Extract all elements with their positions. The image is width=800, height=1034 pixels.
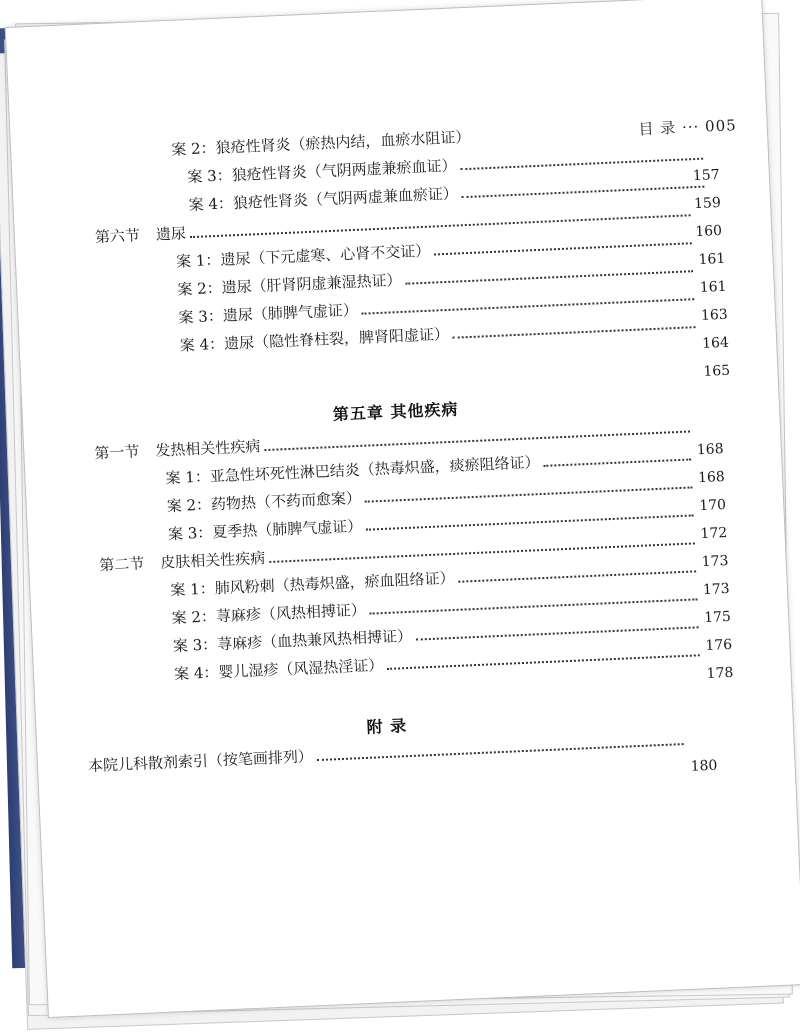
leader-dots	[366, 513, 693, 530]
chapter-heading: 第五章 其他疾病	[332, 399, 459, 425]
toc-entry-page: 159	[693, 194, 722, 213]
toc-entry-page: 164	[701, 334, 730, 352]
toc-entry-page: 165	[703, 362, 731, 380]
appendix-heading: 附 录	[366, 716, 408, 737]
leader-dots	[459, 569, 697, 582]
running-head-page: 005	[704, 116, 738, 136]
toc-entry-title: 案 1：肺风粉刺（热毒炽盛，瘀血阻络证）	[170, 568, 455, 600]
toc-entry-title: 案 3：荨麻疹（血热兼风热相搏证）	[172, 626, 413, 656]
section-label: 第二节	[98, 554, 145, 575]
toc-entry-title: 案 4：婴儿湿疹（风湿热淫证）	[173, 656, 384, 684]
toc-entry-title: 案 2：药物热（不药而愈案）	[166, 488, 362, 516]
leader-dots	[365, 485, 692, 502]
toc-entry-title: 案 4：狼疮性肾炎（气阴两虚兼血瘀证）	[188, 184, 459, 215]
leader-dots	[434, 241, 692, 255]
toc-entry-page: 175	[703, 608, 732, 627]
leader-dots	[370, 597, 697, 614]
toc-page	[5, 0, 800, 1018]
toc-entry-title: 案 2：荨麻疹（风热相搏证）	[171, 600, 367, 628]
running-head	[638, 114, 737, 139]
toc-entry-title: 本院儿科散剂索引（按笔画排列）	[87, 747, 314, 776]
toc-entry-page: 161	[699, 278, 727, 296]
toc-entry-page: 168	[697, 469, 726, 487]
leader-dots	[362, 297, 694, 315]
section-label: 第一节	[94, 442, 140, 463]
leader-dots	[453, 325, 696, 339]
toc-entry-page: 160	[694, 222, 723, 241]
toc-entry-title: 案 2：狼疮性肾炎（瘀热内结，血瘀水阻证）	[170, 127, 471, 159]
toc-entry-title: 案 3：夏季热（肺脾气虚证）	[167, 516, 363, 544]
toc-entry-page: 172	[700, 524, 728, 543]
section-label: 第六节	[94, 226, 141, 247]
leader-dots	[544, 457, 692, 466]
toc-entry-page: 168	[696, 441, 724, 459]
toc-entry-title: 案 4：遗尿（隐性脊柱裂，脾肾阳虚证）	[179, 324, 450, 355]
toc-entry-title: 案 1：亚急性坏死性淋巴结炎（热毒炽盛，痰瘀阻络证）	[165, 453, 540, 488]
leader-dots	[387, 653, 700, 670]
running-head-dots: ···	[681, 117, 700, 137]
leader-dots	[406, 269, 694, 285]
leader-dots	[317, 742, 684, 761]
running-head-label: 目 录	[638, 118, 677, 139]
toc-entry-page: 173	[702, 580, 731, 599]
leader-dots	[416, 625, 699, 640]
toc-entry-page: 180	[690, 757, 718, 775]
toc-entry-page: 161	[698, 250, 726, 268]
leader-dots	[461, 157, 704, 171]
toc-entry-page: 178	[706, 664, 734, 682]
section-title: 皮肤相关性疾病	[159, 549, 266, 572]
toc-entry-page: 176	[705, 636, 733, 655]
toc-entry-title: 案 3：狼疮性肾炎（气阴两虚兼瘀血证）	[187, 156, 457, 187]
toc-entry-title: 案 3：遗尿（肺脾气虚证）	[178, 300, 359, 327]
leader-dots	[462, 185, 705, 199]
section-title: 遗尿	[155, 224, 187, 244]
toc-entry-page: 163	[700, 306, 729, 324]
toc-entry-page: 157	[692, 166, 720, 185]
toc-entry-page: 173	[701, 552, 729, 571]
toc-entry-page: 170	[698, 497, 727, 515]
section-title: 发热相关性疾病	[154, 437, 261, 460]
toc-entry-title: 案 2：遗尿（肝肾阴虚兼湿热证）	[176, 270, 402, 299]
toc-entry-title: 案 1：遗尿（下元虚寒、心肾不交证）	[175, 241, 431, 271]
